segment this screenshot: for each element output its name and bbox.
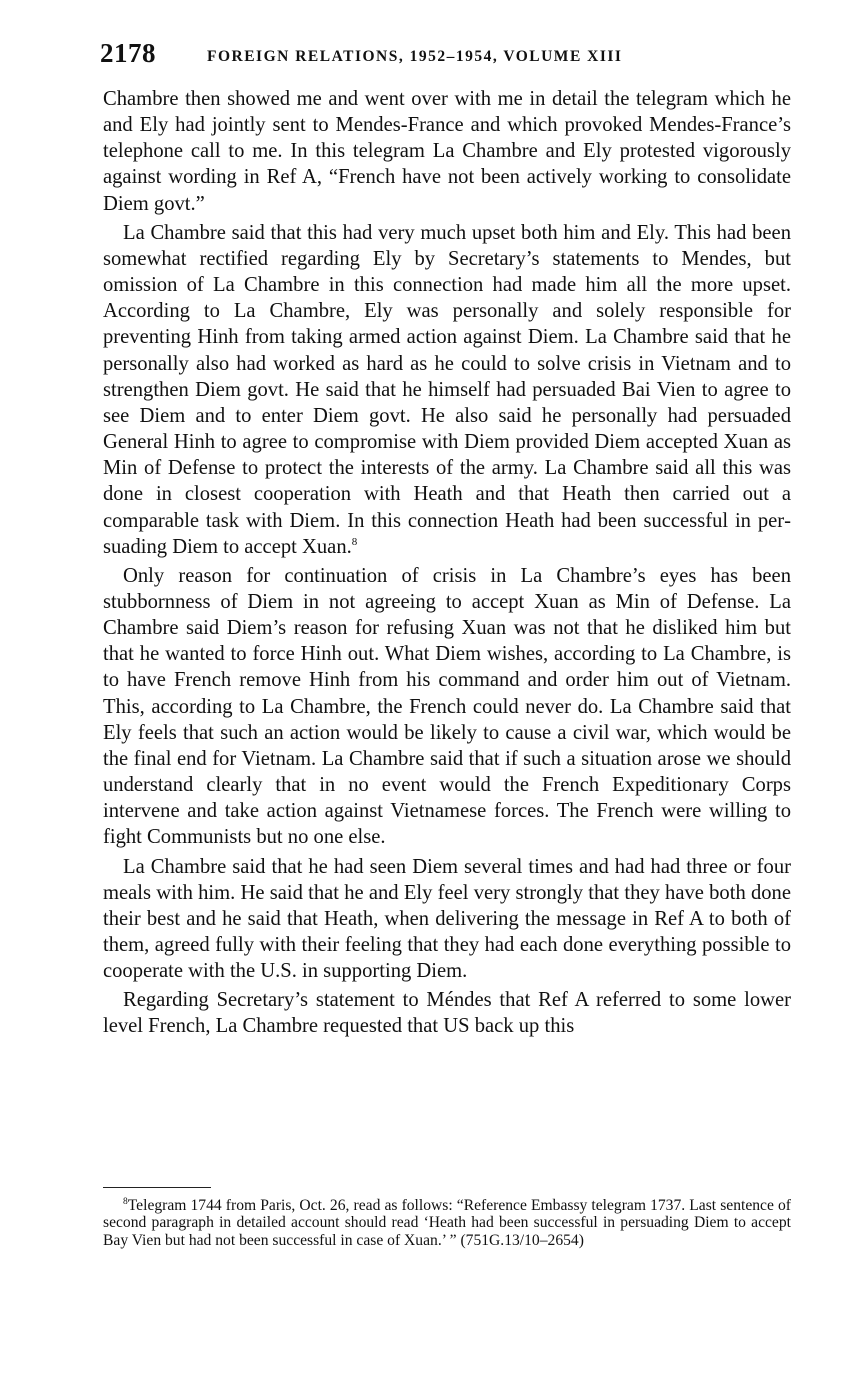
footnote-reference[interactable]: 8 <box>351 535 358 548</box>
paragraph-text: Regarding Secretary’s statement to Méndes that Ref A referred to some lower level French, La Chambre requested that US back up this <box>103 989 791 1038</box>
paragraph-text: La Chambre said that he had seen Diem several times and had had three or four meals with him. He said that he and Ely feel very strongly that they have both done their best and he said that Heath, when delivering the message in Ref A to both of them, agreed fully with their feeling that they had each done everything possible to cooperate with the U.S. in supporting Diem. <box>103 855 791 983</box>
paragraph-text: Only reason for continuation of crisis in La Chambre’s eyes has been stubbornness of Diem in not agreeing to accept Xuan as Min of Defense. La Chambre said Diem’s reason for refusing Xuan was not that he disliked him but that he wanted to force Hinh out. What Diem wishes, according to La Chambre, is to have French remove Hinh from his command and order him out of Vietnam. This, according to La Chambre, the French could never do. La Chambre said that Ely feels that such an action would be likely to cause a civil war, which would be the final end for Vietnam. La Chambre said that if such a situation arose we should understand clearly that in no event would the French Expeditionary Corps intervene and take action against Vietnamese forces. The French were willing to fight Communists but no one else. <box>103 564 791 849</box>
paragraph-continued <box>103 86 791 217</box>
footnote-mark: 8 <box>123 1196 128 1207</box>
paragraph <box>103 987 791 1039</box>
paragraph <box>103 854 791 985</box>
volume-title: FOREIGN RELATIONS, 1952–1954, VOLUME XIII <box>207 48 623 65</box>
body-text <box>103 86 791 1043</box>
paragraph <box>103 563 791 851</box>
running-header <box>100 38 790 78</box>
footnote-text: Telegram 1744 from Paris, Oct. 26, read as follows: “Reference Embassy telegram 1737. Last sentence of second paragraph in detailed account should read ‘Heath had been successful in persuading Diem to accept Bay Vien but had not been successful in case of Xuan.’ ” (751G.13/10–2654) <box>103 1197 791 1249</box>
footnote-divider <box>103 1187 211 1188</box>
paragraph-text: La Chambre said that this had very much upset both him and Ely. This had been somewhat rectified regarding Ely by Secretary’s statements to Mendes, but omission of La Chambre in this connection had made him all the more upset. According to La Chambre, Ely was personally and solely responsible for preventing Hinh from taking armed action against Diem. La Chambre said that he personally also had worked as hard as he could to solve crisis in Vietnam and to strengthen Diem govt. He said that he himself had persuaded Bai Vien to agree to see Diem and to enter Diem govt. He also said he personally had persuaded General Hinh to agree to compromise with Diem provided Diem accepted Xuan as Min of Defense to protect the interests of the army. La Chambre said all this was done in closest cooperation with Heath and that Heath then carried out a comparable task with Diem. In this connection Heath had been successful in persuading Diem to accept Xuan. <box>103 221 791 558</box>
page-number: 2178 <box>100 38 156 68</box>
paragraph <box>103 220 791 560</box>
paragraph-text: Chambre then showed me and went over with me in detail the telegram which he and Ely had jointly sent to Mendes-France and which provoked Mendes-France’s telephone call to me. In this telegram La Chambre and Ely protested vigorously against wording in Ref A, “French have not been actively working to consolidate Diem govt.” <box>103 88 791 215</box>
footnote <box>103 1197 791 1249</box>
